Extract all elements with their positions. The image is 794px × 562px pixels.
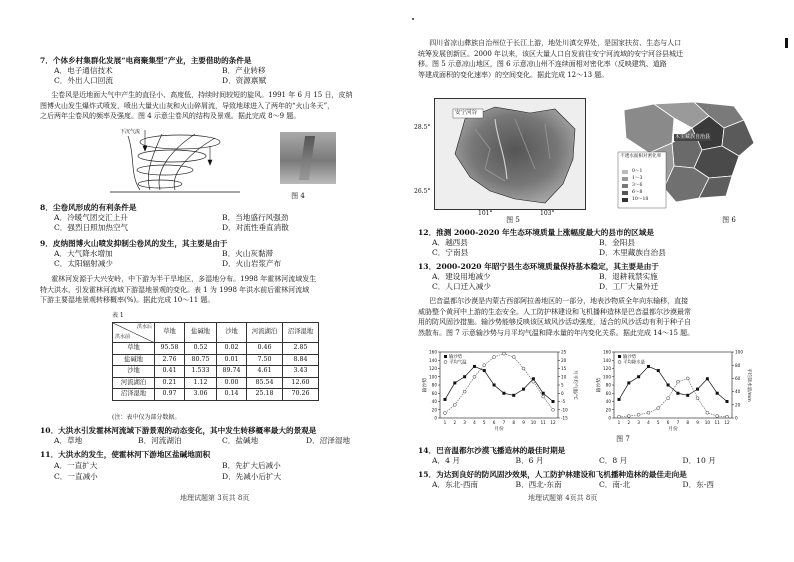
intro-badain	[418, 296, 766, 338]
fig6-legend-swatch-2	[622, 177, 628, 181]
fig7-xtick-label: 4	[647, 420, 650, 425]
table1-col: 盐碱地	[185, 323, 217, 343]
fig7-series-second-point	[502, 352, 505, 355]
question-9	[40, 239, 390, 269]
fig7-legend-sand-swatch	[444, 355, 447, 358]
fig6-label-center: 木里藏族自治县	[675, 134, 711, 140]
figure-4-photo	[280, 132, 336, 184]
table1-cell: 0.52	[185, 343, 217, 355]
fig7-series-sand-point	[647, 365, 650, 368]
q9-option-b[interactable]: B．火山灰黏滞	[222, 249, 274, 259]
table-row	[113, 343, 319, 355]
intro-badain-line-1: 巴音温都尔沙漠是内蒙古西部阿拉善地区的一部分，地表沙物质全年向东输移，直接	[429, 297, 689, 305]
table1-row-name: 沼泽湿地	[113, 389, 155, 401]
fig7-series-sand-point	[696, 388, 699, 391]
fig7-series-second-point	[463, 390, 466, 393]
fig7-right-chart	[595, 350, 753, 432]
q11-option-a[interactable]: A．一直扩大	[54, 461, 98, 471]
fig7-series-second-point	[493, 355, 496, 358]
q12-stem: 12．推测 2000-2020 年生态环境质量上涨幅度最大的县市的区域是	[418, 228, 654, 237]
fig7-xtick-label: 7	[676, 420, 680, 425]
fig7-series-sand-point	[676, 392, 679, 395]
fig7-y2tick-label: 100	[735, 349, 743, 355]
question-15	[418, 470, 766, 490]
q15-stem: 15．为达到良好的防风固沙效果，人工防护林建设和飞机播种造林的最佳走向是	[418, 470, 687, 479]
fig7-legend-second-swatch	[618, 361, 621, 364]
fig7-ytick-label: 20	[431, 407, 437, 413]
table1-row-name: 沙地	[113, 366, 155, 378]
fig7-xtick-label: 1	[443, 420, 447, 425]
fig7-y2tick-label: 15	[561, 366, 567, 372]
dust-column-shape	[299, 136, 315, 180]
fig7-series-second-point	[627, 415, 630, 418]
table1-cell: 0.00	[217, 377, 247, 389]
fig7-series-second-point	[522, 367, 525, 370]
fig7-legend-sand-swatch	[618, 355, 621, 358]
fig7-ytick-label: 140	[603, 357, 611, 363]
intro-liangshan-line-2: 统筹发展创新区。2000 年以来，该区大量人口自发前往安宁河流域的安宁河谷县城迁	[418, 49, 684, 58]
fig7-legend-second: 平均气温	[449, 360, 467, 366]
q9-stem: 9．皮纳图博火山喷发抑制尘卷风的发生，其主要是由于	[40, 239, 228, 248]
fig6-legend-item: 0～1	[632, 169, 643, 174]
fig7-series-sand-point	[552, 400, 555, 403]
fig7-ylabel: 输沙势	[597, 377, 602, 393]
fig7-xtick-label: 5	[656, 420, 660, 425]
intro-dust-line-3: 之后两年尘卷风的频率及强度。图 4 示意尘卷风的结构及景观。据此完成 8～9 题。	[40, 112, 301, 120]
fig6-legend-item: 1～3	[632, 176, 643, 181]
fig7-y2tick-label: 0	[561, 390, 564, 396]
fig5-lat-bottom: 26.5°	[414, 188, 431, 195]
table1-cell: 0.21	[155, 377, 185, 389]
q14-option-c[interactable]: C．8 月	[599, 456, 628, 466]
left-page	[40, 0, 390, 562]
right-footer: 地理试题第 4页共 8页	[528, 494, 598, 502]
fig7-y2label: 月平均气温/℃	[572, 370, 577, 400]
q7-option-c[interactable]: C．外出人口回流	[54, 76, 113, 86]
q10-option-b[interactable]: B．河流湖泊	[138, 436, 182, 446]
intro-liangshan-line-1: 四川省凉山彝族自治州位于长江上游，地处川滇交界处，是国家扶贫、生态与人口	[429, 39, 682, 47]
fig7-y2tick-label: 80	[735, 362, 741, 368]
fig5-label-valley: 安宁河谷	[455, 110, 478, 116]
fig7-y2tick-label: -15	[561, 415, 568, 421]
q13-option-b[interactable]: B．退耕栽禁实施	[599, 272, 658, 282]
q9-option-a[interactable]: A．大气降水增加	[54, 249, 113, 259]
fig7-legend-sand: 输沙势	[449, 355, 463, 360]
fig7-y2tick-label: -10	[561, 407, 568, 413]
question-10	[40, 426, 390, 446]
q14-stem: 14．巴音温都尔沙漠飞播造林的最佳时期是	[418, 446, 566, 455]
fig4-caption: 图 4	[291, 192, 305, 200]
fig7-ytick-label: 120	[603, 366, 611, 372]
intro-liangshan	[418, 38, 766, 80]
q11-option-d[interactable]: D．先减小后扩大	[222, 472, 282, 482]
question-13	[418, 262, 766, 292]
table1-cell: 2.76	[155, 354, 185, 366]
fig6-legend-swatch-3	[622, 184, 628, 188]
fig7-series-sand-point	[473, 365, 476, 368]
fig7-series-sand-point	[463, 375, 466, 378]
q12-option-a[interactable]: A．越西县	[432, 238, 468, 248]
fig7-series-sand-point	[726, 400, 729, 403]
fig7-series-sand-point	[716, 392, 719, 395]
fig7-ytick-label: 160	[429, 349, 437, 355]
fig7-xtick-label: 11	[714, 420, 720, 425]
fig6-caption: 图 6	[722, 216, 736, 224]
q14-option-a[interactable]: A．4 月	[432, 456, 460, 466]
table-row	[113, 377, 319, 389]
fig7-series-second-point	[647, 411, 650, 414]
fig7-series-second-point	[552, 408, 555, 411]
intro-badain-line-4: 然散布。图 7 示意输沙势与月平均气温和降水量的年内变化关系。据此完成 14～15 题。	[418, 328, 695, 337]
table1-cell: 12.60	[283, 377, 319, 389]
fig7-xtick-label: 4	[473, 420, 476, 425]
fig7-xtick-label: 10	[530, 420, 537, 425]
fig7-ytick-label: 20	[605, 407, 611, 413]
fig7-y2tick-label: -5	[561, 399, 566, 405]
fig7-y2tick-label: 5	[561, 382, 564, 388]
fig7-y2tick-label: 10	[561, 374, 567, 380]
intro-dust-devil	[40, 90, 390, 122]
fig7-series-sand-point	[618, 398, 621, 401]
q13-option-a[interactable]: A．建设用地减少	[432, 272, 491, 282]
q10-option-c[interactable]: C．盐碱地	[222, 436, 259, 446]
fig7-ytick-label: 100	[603, 374, 611, 380]
q13-option-d[interactable]: D．工厂大量外迁	[599, 282, 659, 292]
fig7-xtick-label: 8	[512, 420, 516, 425]
fig7-xtick-label: 10	[704, 420, 711, 425]
q8-option-c[interactable]: C．强烈日照加热空气	[54, 223, 129, 233]
fig7-series-sand-point	[686, 394, 689, 397]
table1-cell: 25.18	[247, 389, 283, 401]
q11-stem: 11．大洪水的发生，使霍林河下游地区盐碱地面积	[40, 450, 211, 459]
q8-stem: 8．尘卷风形成的有利条件是	[40, 203, 137, 212]
fig7-series-second-point	[444, 412, 447, 415]
table1-cell: 0.02	[217, 343, 247, 355]
intro-liangshan-line-3: 移。图 5 示意凉山地区，图 6 示意凉山州不连续面相对密化率（反映建筑、道路	[418, 60, 667, 68]
fig7-series-sand-point	[657, 369, 660, 372]
fig7-xtick-label: 3	[637, 420, 640, 425]
table1-cell: 70.26	[283, 389, 319, 401]
fig7-series-second-point	[618, 415, 621, 418]
table1-title: 表 1	[112, 312, 124, 319]
fig6-legend-swatch-1	[622, 170, 628, 174]
fig7-ytick-label: 120	[429, 366, 437, 372]
fig7-series-second-point	[483, 364, 486, 367]
fig7-ytick-label: 60	[431, 390, 437, 396]
q15-option-c[interactable]: C．南-北	[599, 480, 631, 490]
fig7-series-second-point	[512, 355, 515, 358]
intro-dust-line-2: 图博火山发生爆炸式喷发，喷出大量火山灰和火山碎屑流，导致地球进入了两年的“火山冬天”，	[40, 101, 335, 110]
q13-stem: 13．2000-2020 年昭宁县生态环境质量保持基本稳定，其主要是由于	[418, 262, 659, 271]
q12-option-c[interactable]: C．宁南县	[432, 248, 469, 258]
fig7-series-second-point	[676, 380, 679, 383]
table1-corner	[113, 323, 155, 343]
fig7-series-sand-point	[444, 398, 447, 401]
fig7-series-second-point	[532, 380, 535, 383]
fig7-xtick-label: 1	[617, 420, 621, 425]
intro-flood-line-3: 下游主要湿地景观转移概率(%)。据此完成 10～11 题。	[40, 296, 215, 304]
intro-flood-line-1: 霍林河发源于大兴安岭，中下游为半干旱地区，多湿地分布。1998 年霍林河流域发生	[51, 275, 317, 283]
q14-option-b[interactable]: B．6 月	[515, 456, 544, 466]
q12-option-d[interactable]: D．木里藏族自治县	[599, 248, 666, 258]
table1-cell: 3.43	[283, 366, 319, 378]
center-dot	[412, 18, 414, 20]
table1-cell: 7.50	[247, 354, 283, 366]
table1-cell: 0.41	[155, 366, 185, 378]
fig7-ytick-label: 80	[431, 382, 437, 388]
table1-cell: 1.12	[185, 377, 217, 389]
table1-row-name: 河流湖泊	[113, 377, 155, 389]
fig4-arrow-label: 下沉气流	[120, 129, 141, 135]
q8-option-b[interactable]: B．当地盛行风强劲	[222, 213, 289, 223]
fig6-legend-item: 6～8	[632, 190, 643, 195]
table1-cell: 89.74	[217, 366, 247, 378]
fig5-lon-left: 101°	[478, 210, 493, 217]
fig7-series-second-point	[716, 415, 719, 418]
fig7-series-second-point	[686, 377, 689, 380]
q15-option-b[interactable]: B．西北-东南	[515, 480, 562, 490]
figure-6-map	[614, 98, 760, 210]
fig7-xtick-label: 11	[540, 420, 546, 425]
question-8	[40, 203, 390, 233]
fig7-y2tick-label: 60	[735, 376, 741, 381]
fig7-series-sand-point	[522, 388, 525, 391]
fig5-caption: 图 5	[506, 216, 520, 224]
fig7-ytick-label: 60	[605, 390, 611, 396]
fig7-left-chart	[421, 350, 579, 432]
q15-option-d[interactable]: D．东-西	[682, 480, 714, 490]
intro-badain-line-3: 用的防风固沙措施。输沙势能够反映该区域风沙活动强度，适合的风沙活动有利于种子自	[418, 318, 691, 326]
table1-cell: 4.61	[247, 366, 283, 378]
fig7-xtick-label: 5	[482, 420, 486, 425]
table-row	[113, 389, 319, 401]
fig7-series-second-point	[542, 395, 545, 398]
table1-cell: 1.533	[185, 366, 217, 378]
fig7-ytick-label: 140	[429, 357, 437, 363]
table1-cell: 0.46	[247, 343, 283, 355]
figure-7-charts	[418, 346, 766, 442]
q11-option-b[interactable]: B．先扩大后减小	[222, 461, 281, 471]
fig7-legend-second: 平均降水量	[623, 360, 645, 366]
q8-option-a[interactable]: A．冷暖气团交汇上升	[54, 213, 128, 223]
fig7-xlabel: 月份	[494, 427, 504, 432]
fig7-series-second-point	[637, 413, 640, 416]
fig7-y2tick-label: 40	[735, 389, 741, 395]
table1-col: 沼泽湿地	[283, 323, 319, 343]
q12-option-b[interactable]: B．金阳县	[599, 238, 635, 248]
q9-option-c[interactable]: C．太阳辐射减少	[54, 259, 113, 269]
fig7-xtick-label: 6	[492, 420, 496, 425]
table-row	[113, 354, 319, 366]
figure-5-map	[434, 98, 586, 210]
fig6-legend-swatch-5	[622, 198, 628, 202]
intro-flood	[40, 274, 390, 306]
fig7-legend-second-swatch	[444, 361, 447, 364]
fig7-caption: 图 7	[616, 435, 630, 443]
right-page	[414, 0, 766, 562]
fig7-xtick-label: 9	[522, 420, 525, 425]
table1-cell: 95.58	[155, 343, 185, 355]
fig7-series-second-point	[696, 397, 699, 400]
q11-option-c[interactable]: C．一直减小	[54, 472, 98, 482]
table1-cell: 2.85	[283, 343, 319, 355]
fig7-ytick-label: 0	[434, 415, 437, 421]
left-footer: 地理试题第 3页共 8页	[180, 494, 250, 502]
table1-cell: 0.01	[217, 354, 247, 366]
q15-option-a[interactable]: A．东北-西南	[432, 480, 479, 490]
table1-cell: 0.97	[155, 389, 185, 401]
q14-option-d[interactable]: D．10 月	[682, 456, 716, 466]
table1-row-name: 草地	[113, 343, 155, 355]
fig7-series-sand-point	[512, 394, 515, 397]
fig7-y2tick-label: 20	[561, 357, 567, 363]
table1-cell: 3.06	[185, 389, 217, 401]
fig7-xlabel: 月份	[668, 427, 678, 432]
table1-corner-after: 洪水后	[136, 324, 152, 330]
intro-dust-line-1: 尘卷风是近地面大气中产生的直径小、高度低，持续时间较短的旋风。1991 年 6 月 15 日，皮纳	[51, 91, 353, 99]
q7-option-b[interactable]: B．产业转移	[222, 66, 266, 76]
fig7-series-sand-point	[627, 381, 630, 384]
fig7-ytick-label: 100	[429, 374, 437, 380]
table1-cell: 85.54	[247, 377, 283, 389]
fig7-ytick-label: 80	[605, 382, 611, 388]
fig7-y2tick-label: 20	[735, 402, 741, 408]
q9-option-d[interactable]: D．火山岩浆产布	[222, 259, 282, 269]
fig7-series-second-point	[473, 375, 476, 378]
fig7-ytick-label: 40	[605, 399, 611, 405]
q8-option-d[interactable]: D．对流性垂直消散	[222, 223, 289, 233]
table-row	[113, 366, 319, 378]
table1-col: 河流湖泊	[247, 323, 283, 343]
fig6-legend-item: 3～6	[632, 183, 643, 188]
fig6-legend-item: 10～18	[632, 197, 649, 202]
fig7-series-sand-point	[493, 384, 496, 387]
intro-badain-line-2: 威胁整个黄河中上游的生态安全。人工防护林建设和飞机播种造林是巴音温都尔沙漠最常	[418, 307, 691, 316]
intro-flood-line-2: 特大洪水，引发霍林河流域下游湿地景观的变化。表 1 为 1998 年洪水前后霍林河流域	[40, 285, 310, 294]
fig7-series-sand-point	[667, 384, 670, 387]
fig7-ytick-label: 160	[603, 349, 611, 355]
table-1	[112, 322, 319, 401]
fig7-series-sand-point	[453, 381, 456, 384]
page-edge-mark	[785, 38, 788, 48]
table1-row-name: 盐碱地	[113, 354, 155, 366]
fig7-series-sand-point	[542, 392, 545, 395]
fig7-xtick-label: 9	[696, 420, 699, 425]
fig5-lon-right: 103°	[540, 210, 555, 217]
question-14	[418, 446, 766, 466]
fig7-xtick-label: 2	[627, 420, 631, 425]
fig7-xtick-label: 2	[453, 420, 457, 425]
fig7-ytick-label: 0	[608, 415, 611, 421]
fig7-y2label: 平均降水量/mm	[746, 368, 751, 402]
fig7-y2tick-label: 0	[735, 415, 738, 421]
fig6-legend-swatch-4	[622, 191, 628, 195]
fig7-xtick-label: 7	[502, 420, 506, 425]
figure-4-diagram	[100, 126, 250, 198]
question-12	[418, 228, 766, 258]
q7-option-d[interactable]: D．资源禀赋	[222, 76, 267, 86]
fig7-xtick-label: 12	[550, 420, 556, 425]
fig7-series-sand-point	[637, 375, 640, 378]
fig7-series-second-point	[453, 403, 456, 406]
q7-stem: 7．个体乡村集群化发展“电商聚集型”产业，主要借助的条件是	[40, 56, 252, 65]
q10-option-d[interactable]: D．沼泽湿地	[306, 436, 351, 446]
q7-option-a[interactable]: A．电子通信技术	[54, 66, 113, 76]
table1-cell: 80.75	[185, 354, 217, 366]
fig7-xtick-label: 3	[463, 420, 466, 425]
table1-col: 沙地	[217, 323, 247, 343]
fig6-legend-title: 不透水面相对密化率	[620, 154, 662, 159]
fig7-series-sand-point	[706, 377, 709, 380]
q13-option-c[interactable]: C．人口迁入减少	[432, 282, 491, 292]
fig7-series-second-point	[726, 415, 729, 418]
fig7-series-sand-point	[502, 392, 505, 395]
table1-cell: 0.14	[217, 389, 247, 401]
fig7-y2tick-label: 25	[561, 349, 567, 355]
fig7-xtick-label: 6	[666, 420, 670, 425]
fig7-ylabel: 输沙势	[423, 377, 428, 393]
fig7-legend-sand: 输沙势	[623, 355, 637, 360]
fig7-series-sand-line	[619, 366, 727, 401]
question-7	[40, 56, 390, 86]
fig7-series-second-point	[667, 397, 670, 400]
fig7-ytick-label: 40	[431, 399, 437, 405]
fig7-series-second-point	[657, 407, 660, 410]
q10-stem: 10．大洪水引发霍林河流域下游景观的动态变化，其中发生转移概率最大的景观是	[40, 426, 317, 435]
table1-corner-before: 洪水前	[115, 334, 131, 341]
table1-note: (注：表中仅为部分数据。	[112, 414, 181, 421]
fig7-xtick-label: 8	[686, 420, 690, 425]
q10-option-a[interactable]: A．草地	[54, 436, 83, 446]
fig7-xtick-label: 12	[724, 420, 730, 425]
intro-liangshan-line-4: 等建成面积的变化速率）的空间变化。据此完成 12～13 题。	[418, 70, 609, 79]
fig7-series-second-point	[706, 411, 709, 414]
question-11	[40, 450, 390, 483]
fig7-series-sand-point	[483, 369, 486, 372]
table1-cell: 8.84	[283, 354, 319, 366]
fig5-lat-top: 28.5°	[414, 124, 431, 131]
table1-col: 草地	[155, 323, 185, 343]
